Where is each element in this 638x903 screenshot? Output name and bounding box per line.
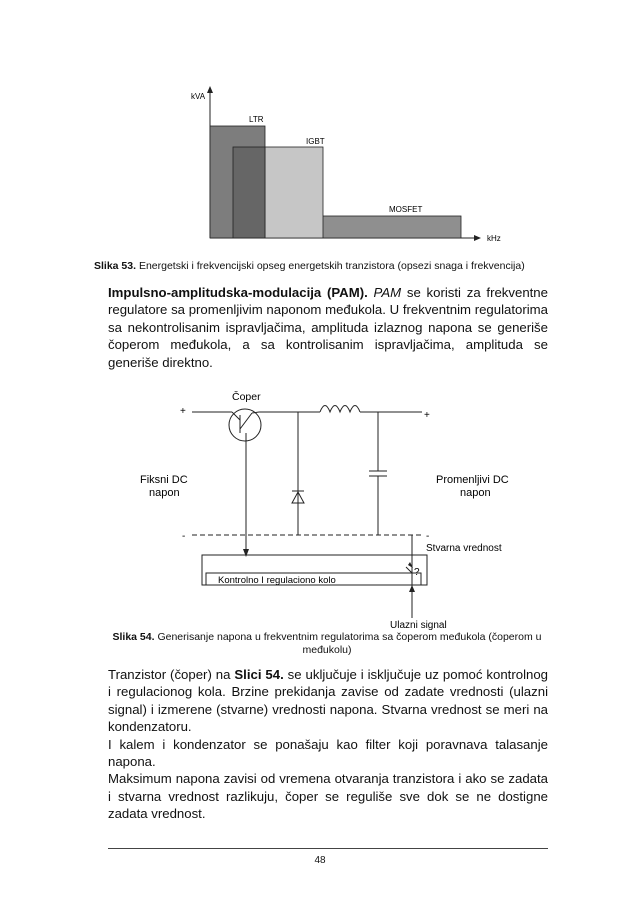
plus-right: +	[424, 410, 430, 421]
output-dc-line1: Promenljivi DC	[436, 474, 509, 486]
ltr-bar-overlap	[233, 147, 265, 238]
caption-figure-54-label: Slika 54.	[112, 631, 155, 643]
actual-value-label: Stvarna vrednost	[426, 543, 502, 554]
page-number: 48	[314, 855, 326, 866]
y-axis-arrow	[207, 86, 213, 93]
inductor-coil	[320, 406, 360, 413]
paragraph-chopper-second: I kalem i kondenzator se ponašaju kao filter koji poravnava talasanje napona.	[108, 736, 548, 770]
input-arrow	[409, 585, 415, 592]
minus-right: -	[426, 531, 430, 542]
plus-left: +	[180, 406, 186, 417]
input-dc-line1: Fiksni DC	[140, 474, 188, 486]
igbt-label: IGBT	[306, 137, 325, 146]
question-mark: ?	[414, 567, 420, 578]
input-dc-line2: napon	[149, 487, 180, 499]
output-dc-line2: napon	[460, 487, 491, 499]
pam-body: se koristi za frekventne regulatore sa promenljivim naponom međukola. U frekventnim regulatorima sa nekontrolisanim ispravljačima, amplituda izlaznog napona se generiše čoperom međukola, a sa kontrolisanim ispravljačima, amplituda se generiše direktno.	[108, 285, 548, 370]
y-axis-label: kVA	[191, 92, 206, 101]
footer-divider	[108, 848, 548, 849]
chopper-circuit-diagram	[140, 385, 515, 630]
paragraph-pam	[108, 284, 548, 371]
input-signal-label: Ulazni signal	[390, 620, 447, 630]
control-box-label: Kontrolno I regulaciono kolo	[218, 575, 336, 586]
chopper-label: Čoper	[232, 391, 261, 403]
minus-left: -	[182, 531, 186, 542]
caption-figure-53	[94, 260, 554, 273]
mosfet-label: MOSFET	[389, 205, 423, 214]
figure-reference: Slici 54.	[234, 667, 284, 682]
paragraph-chopper-first: Tranzistor (čoper) na Slici 54. se uključuje i isključuje uz pomoć kontrolnog i regulacionog kola. Brzine prekidanja zavise od zadate vrednosti (ulazni signal) i izmerene (stvarne) vrednosti napona. Stvarna vrednost se meri na kondenzatoru.	[108, 667, 548, 735]
x-axis-label: kHz	[487, 234, 501, 243]
pam-heading: Impulsno-amplitudska-modulacija (PAM).	[108, 285, 368, 300]
caption-figure-54	[107, 631, 547, 657]
caption-figure-54-text: Generisanje napona u frekventnim regulatorima sa čoperom međukola (čoperom u međukolu)	[154, 631, 542, 656]
power-frequency-chart	[175, 84, 515, 249]
paragraph-chopper	[108, 666, 548, 823]
control-arrow	[243, 549, 249, 557]
pam-abbr: PAM	[373, 285, 402, 300]
ltr-label: LTR	[249, 115, 264, 124]
caption-figure-53-label: Slika 53.	[94, 260, 137, 272]
x-axis-arrow	[474, 235, 481, 241]
paragraph-chopper-third: Maksimum napona zavisi od vremena otvaranja tranzistora i ako se zadata i stvarna vrednost razlikuju, čoper se reguliše sve dok se ne dostigne zadata vrednost.	[108, 771, 548, 822]
caption-figure-53-text: Energetski i frekvencijski opseg energetskih tranzistora (opsezi snaga i frekvencija)	[136, 260, 525, 272]
